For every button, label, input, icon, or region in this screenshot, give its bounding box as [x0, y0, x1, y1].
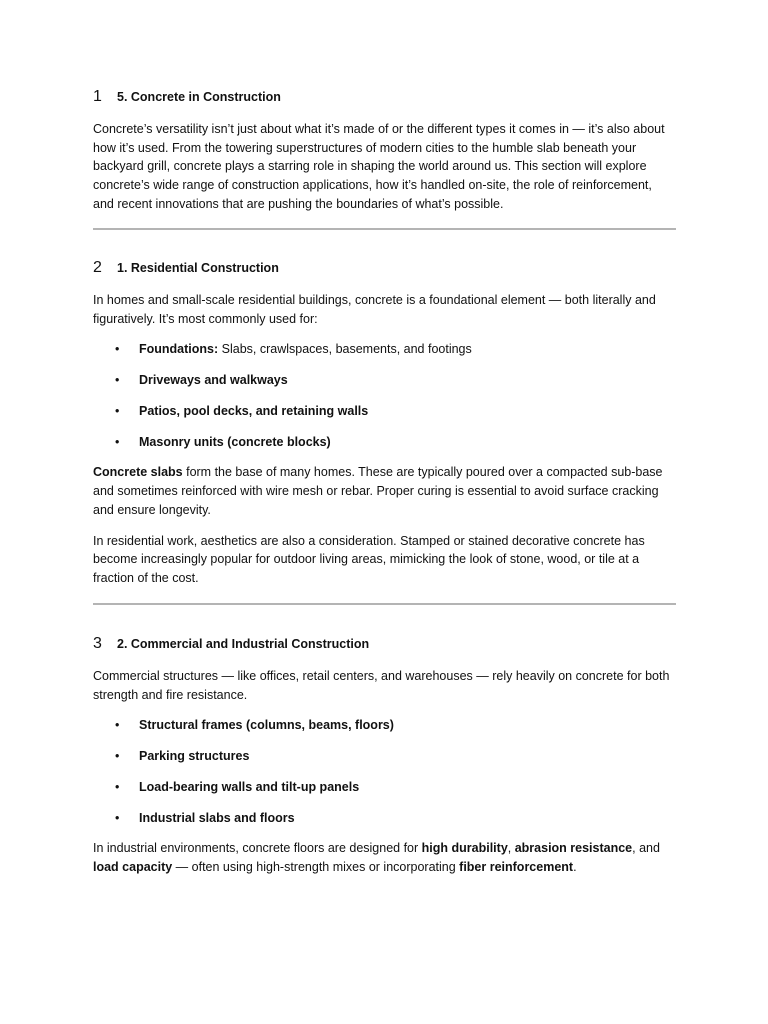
- list-item: [93, 433, 676, 451]
- section-number: 2: [93, 259, 102, 276]
- section-heading: [93, 635, 676, 653]
- list-item: [93, 809, 676, 827]
- paragraph-text: , and: [632, 841, 660, 856]
- section-residential-construction: [93, 259, 676, 588]
- paragraph: In homes and small-scale residential buildings, concrete is a foundational element — both literally and figuratively. It’s most commonly used for:: [93, 293, 656, 326]
- paragraph: [93, 839, 676, 876]
- bullet-icon: •: [115, 780, 120, 795]
- list-item-bold: Driveways and walkways: [139, 373, 288, 388]
- bullet-list: [93, 340, 676, 451]
- bullet-icon: •: [115, 342, 120, 357]
- list-item-bold: Masonry units (concrete blocks): [139, 435, 331, 450]
- horizontal-divider: [93, 603, 676, 605]
- section-title: 2. Commercial and Industrial Construction: [117, 637, 370, 651]
- bold-text: high durability: [421, 841, 508, 856]
- list-item-bold: Foundations:: [139, 342, 219, 357]
- section-commercial-industrial-construction: [93, 635, 676, 877]
- paragraph: Concrete’s versatility isn’t just about what it’s made of or the different types it comes in — it’s also about how it’s used. From the towering superstructures of modern cities to the humble slab beneath your backyard grill, concrete plays a starring role in shaping the world around us. This section will explore concrete’s wide range of construction applications, how it’s handled on-site, the role of reinforcement, and recent innovations that are pushing the boundaries of what’s possible.: [93, 122, 665, 211]
- paragraph: [93, 463, 676, 519]
- paragraph-text: .: [573, 860, 577, 875]
- list-item: [93, 747, 676, 765]
- list-item-bold: Industrial slabs and floors: [139, 811, 295, 826]
- bold-text: Concrete slabs: [93, 465, 183, 480]
- bullet-icon: •: [115, 718, 120, 733]
- paragraph-text: ,: [507, 841, 515, 856]
- list-item-bold: Patios, pool decks, and retaining walls: [139, 404, 369, 419]
- section-title: 5. Concrete in Construction: [117, 90, 281, 104]
- bullet-icon: •: [115, 435, 120, 450]
- section-title: 1. Residential Construction: [117, 261, 279, 275]
- paragraph: Commercial structures — like offices, retail centers, and warehouses — rely heavily on concrete for both strength and fire resistance.: [93, 669, 670, 702]
- horizontal-divider: [93, 228, 676, 230]
- list-item: [93, 402, 676, 420]
- list-item-bold: Parking structures: [139, 749, 250, 764]
- list-item-bold: Structural frames (columns, beams, floors): [139, 718, 394, 733]
- section-concrete-in-construction: [93, 88, 676, 214]
- bullet-icon: •: [115, 811, 120, 826]
- paragraph: In residential work, aesthetics are also a consideration. Stamped or stained decorative concrete has become increasingly popular for outdoor living areas, mimicking the look of stone, wood, or tile at a fraction of the cost.: [93, 533, 645, 585]
- paragraph-text: In industrial environments, concrete floors are designed for: [93, 841, 422, 856]
- list-item: [93, 340, 676, 358]
- bold-text: abrasion resistance: [514, 841, 633, 856]
- bullet-icon: •: [115, 373, 120, 388]
- bullet-list: [93, 716, 676, 827]
- section-number: 1: [93, 88, 102, 105]
- bold-text: fiber reinforcement: [459, 860, 574, 875]
- list-item-bold: Load-bearing walls and tilt-up panels: [139, 780, 360, 795]
- list-item: [93, 371, 676, 389]
- bullet-icon: •: [115, 404, 120, 419]
- section-heading: [93, 259, 676, 277]
- section-number: 3: [93, 635, 102, 652]
- paragraph-text: form the base of many homes. These are typically poured over a compacted sub-base and sometimes reinforced with wire mesh or rebar. Proper curing is essential to avoid surface cracking and ensure longevity.: [93, 465, 663, 517]
- list-item: [93, 716, 676, 734]
- paragraph-text: — often using high-strength mixes or incorporating: [172, 860, 460, 875]
- bullet-icon: •: [115, 749, 120, 764]
- section-heading: [93, 88, 676, 106]
- bold-text: load capacity: [93, 860, 173, 875]
- list-item: [93, 778, 676, 796]
- list-item-text: Slabs, crawlspaces, basements, and footings: [218, 342, 472, 357]
